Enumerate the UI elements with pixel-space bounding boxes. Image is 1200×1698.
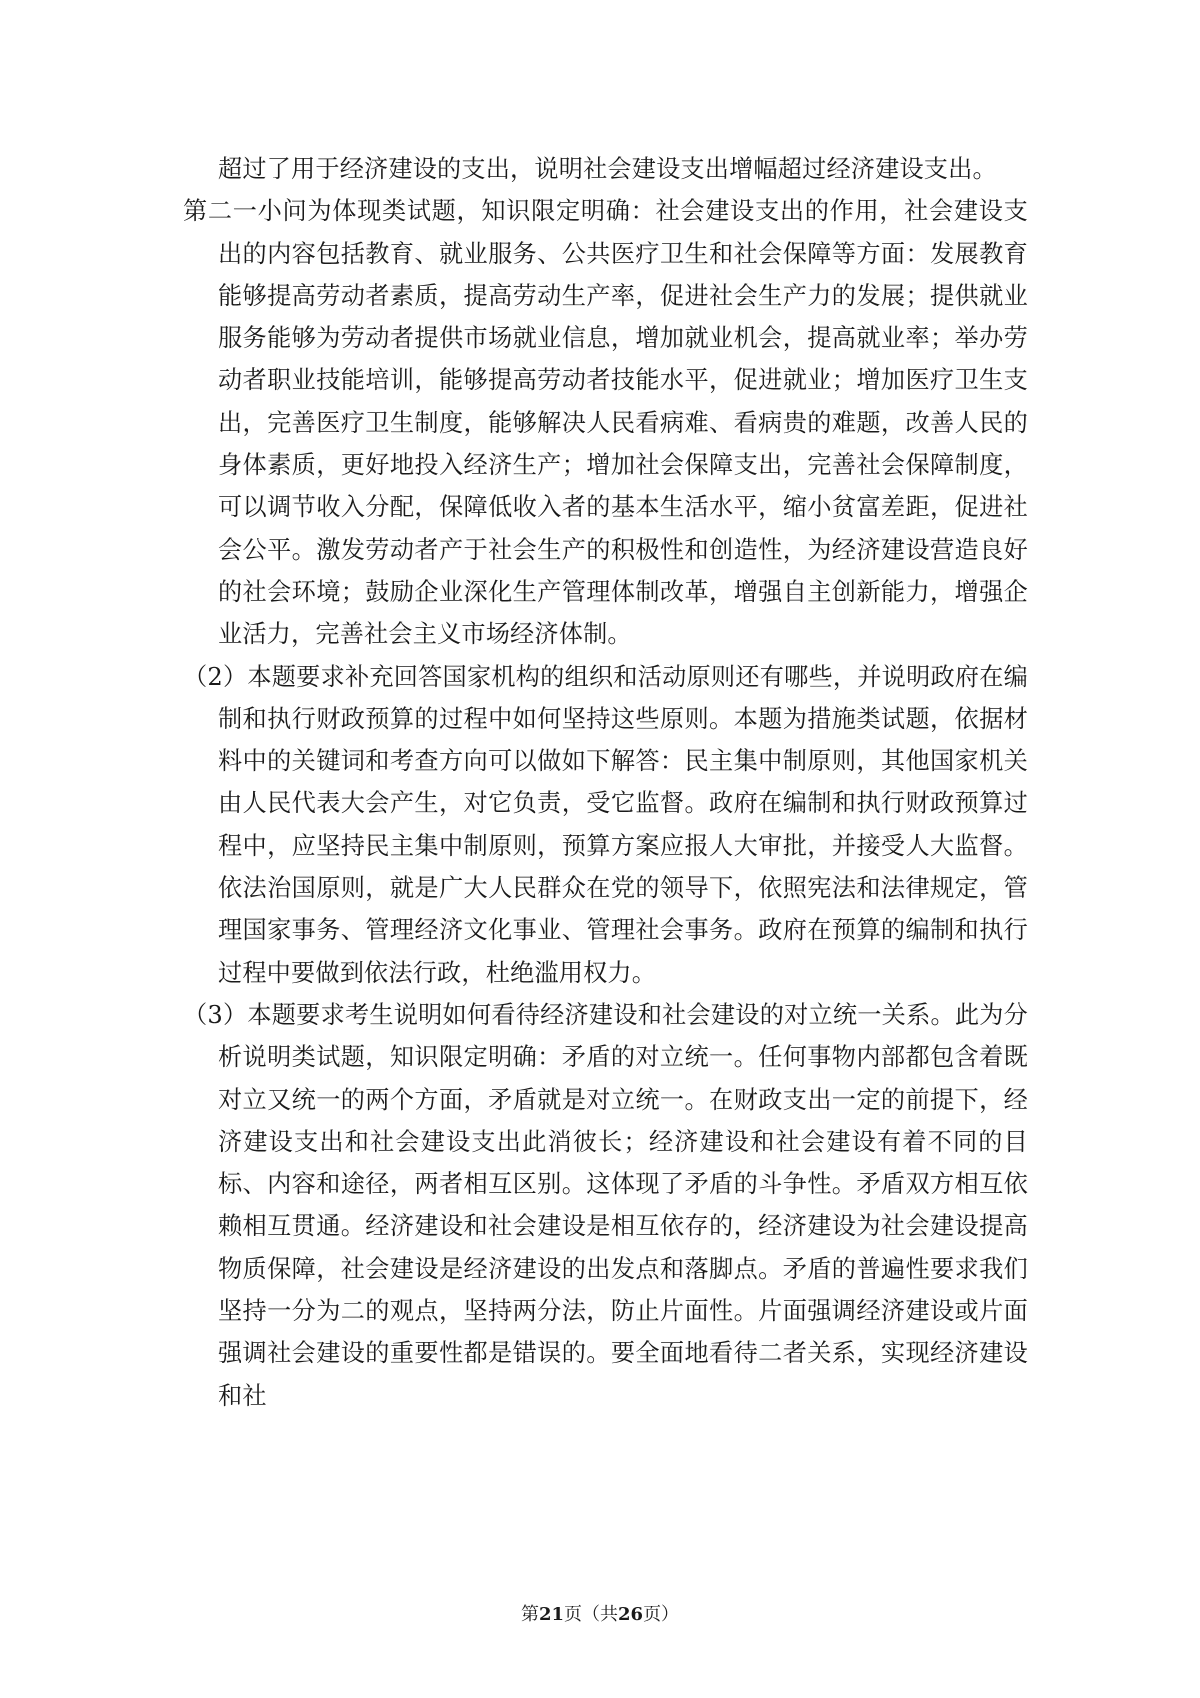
footer-total-pages: 26 [618,1604,644,1625]
page-footer [0,1603,1200,1627]
paragraph-question-3: （3）本题要求考生说明如何看待经济建设和社会建设的对立统一关系。此为分析说明类试题，知识限定明确：矛盾的对立统一。任何事物内部都包含着既对立又统一的两个方面，矛盾就是对立统一。在财政支出一定的前提下，经济建设支出和社会建设支出此消彼长；经济建设和社会建设有着不同的目标、内容和途径，两者相互区别。这体现了矛盾的斗争性。矛盾双方相互依赖相互贯通。经济建设和社会建设是相互依存的，经济建设为社会建设提高物质保障，社会建设是经济建设的出发点和落脚点。矛盾的普遍性要求我们坚持一分为二的观点，坚持两分法，防止片面性。片面强调经济建设或片面强调社会建设的重要性都是错误的。要全面地看待二者关系，实现经济建设和社 [183,1000,1028,1410]
paragraph-social-spending-role: 第二一小问为体现类试题，知识限定明确：社会建设支出的作用，社会建设支出的内容包括教育、就业服务、公共医疗卫生和社会保障等方面：发展教育能够提高劳动者素质，提高劳动生产率，促进社会生产力的发展；提供就业服务能够为劳动者提供市场就业信息，增加就业机会，提高就业率；举办劳动者职业技能培训，能够提高劳动者技能水平，促进就业；增加医疗卫生支出，完善医疗卫生制度，能够解决人民看病难、看病贵的难题，改善人民的身体素质，更好地投入经济生产；增加社会保障支出，完善社会保障制度，可以调节收入分配，保障低收入者的基本生活水平，缩小贫富差距，促进社会公平。激发劳动者产于社会生产的积极性和创造性，为经济建设营造良好的社会环境；鼓励企业深化生产管理体制改革，增强自主创新能力，增强企业活力，完善社会主义市场经济体制。 [183,197,1028,649]
paragraph-question-2: （2）本题要求补充回答国家机构的组织和活动原则还有哪些，并说明政府在编制和执行财政预算的过程中如何坚持这些原则。本题为措施类试题，依据材料中的关键词和考查方向可以做如下解答：民主集中制原则，其他国家机关由人民代表大会产生，对它负责，受它监督。政府在编制和执行财政预算过程中，应坚持民主集中制原则，预算方案应报人大审批，并接受人大监督。依法治国原则，就是广大人民群众在党的领导下，依照宪法和法律规定，管理国家事务、管理经济文化事业、管理社会事务。政府在预算的编制和执行过程中要做到依法行政，杜绝滥用权力。 [183,662,1028,987]
footer-suffix: 页） [643,1604,680,1625]
footer-page-number: 21 [538,1604,564,1625]
footer-middle: 页（共 [564,1604,618,1625]
footer-prefix: 第 [520,1604,539,1625]
paragraph-continuation: 超过了用于经济建设的支出，说明社会建设支出增幅超过经济建设支出。 [218,155,997,183]
document-body [183,148,1028,1417]
